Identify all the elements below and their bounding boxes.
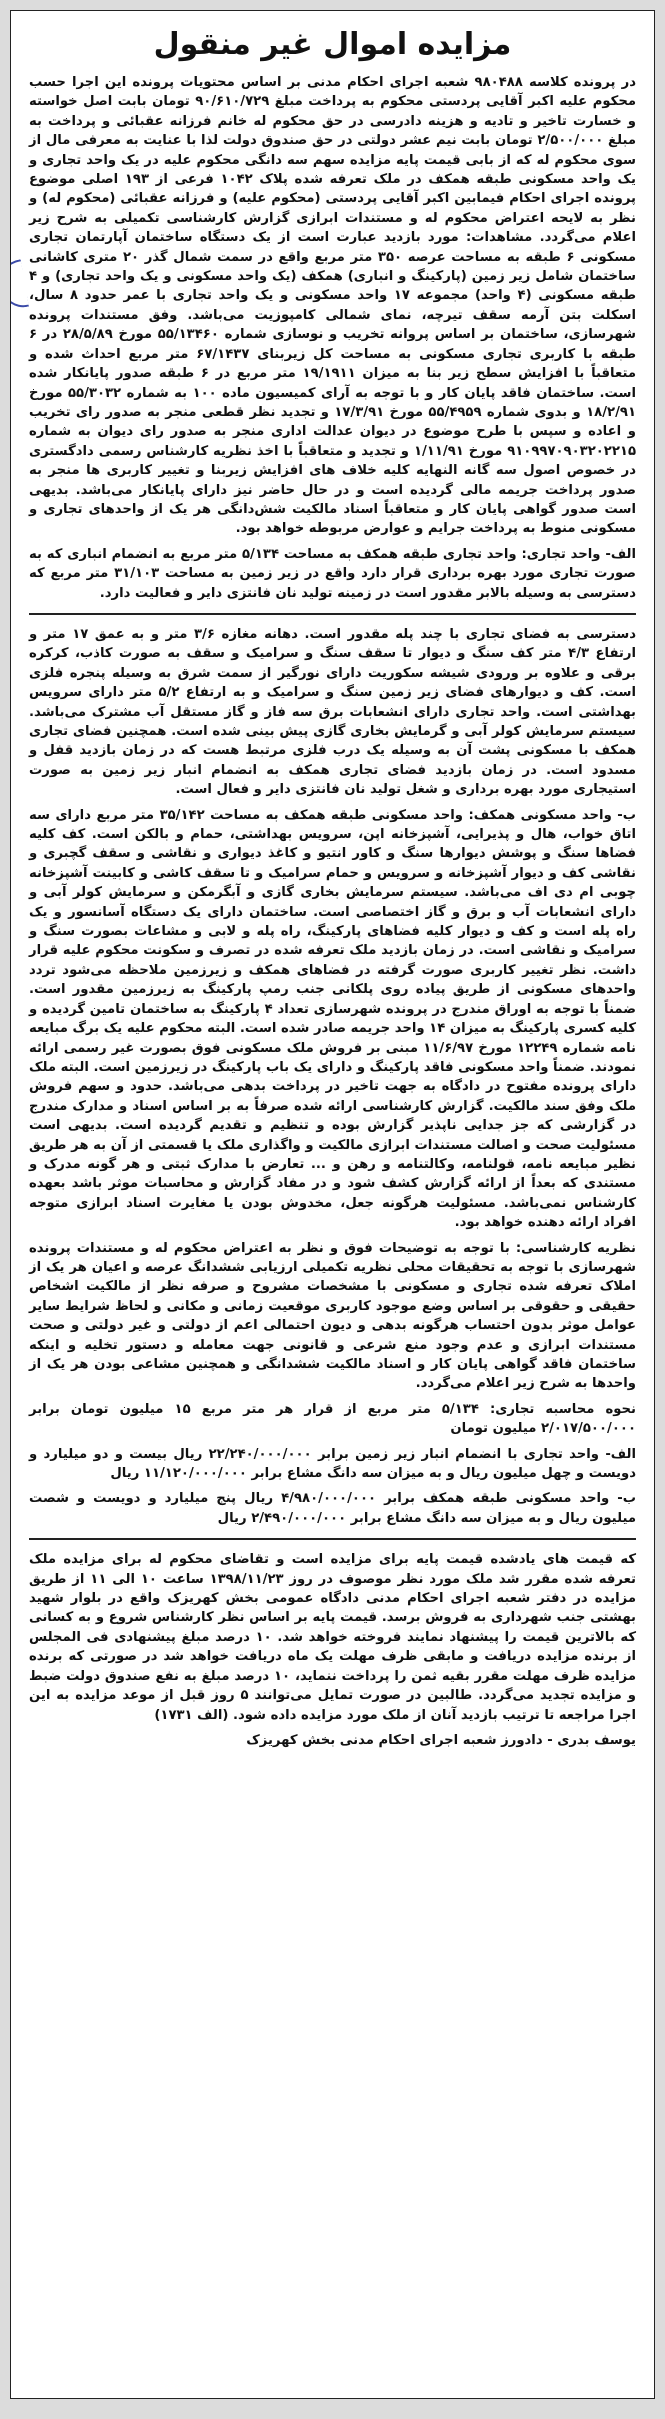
intro-paragraph: در پرونده کلاسه ۹۸۰۴۸۸ شعبه اجرای احکام مدنی بر اساس محتویات پرونده این اجرا حسب محکوم علیه اکبر آقایی پردستی محکوم به پرداخت مبلغ ۹۰/۶۱۰/۷۲۹ تومان بابت اصل خواسته و خسارت تاخیر و تادیه و هزینه دادرسی در حق محکوم له خانم فرزانه عقبائی و پرداخت به مبلغ ۲/۵۰۰/۰۰۰ تومان بابت نیم عشر دولتی در حق صندوق دولت لذا با عنایت به معرفی مال از سوی محکوم له که از بابی قیمت پایه مزایده سهم سه دانگی محکوم علیه در یک واحد تجاری و یک واحد مسکونی طبقه همکف در ملک تعرفه شده پلاک ۱۰۴۲ فرعی از ۱۹۳ اصلی موضوع پرونده اجرای احکام فیمابین اکبر آقایی پردستی (محکوم علیه) و فرزانه عقبائی (محکوم له) و نظر به لایحه اعتراض محکوم له و مستندات ابرازی گزارش کارشناسی تکمیلی به شرح زیر اعلام می‌گردد. مشاهدات: مورد بازدید عبارت است از یک دستگاه ساختمان آپارتمان تجاری مسکونی ۶ طبقه به مساحت عرصه ۳۵۰ متر مربع واقع در سمت شمال گذر ۲۰ متری کاشانی ساختمان شامل زیر زمین (پارکینگ و انباری) همکف (یک واحد مسکونی و یک واحد تجاری) و ۴ طبقه مسکونی (۴ واحد) مجموعه ۱۷ واحد مسکونی و یک واحد تجاری با عمر حدود ۸ سال، اسکلت بتن آرمه سقف تیرچه، نمای شمالی کامپوزیت می‌باشد. وفق مستندات پرونده شهرسازی، ساختمان بر اساس پروانه تخریب و نوسازی شماره ۵۵/۱۳۴۶۰ مورخ ۲۸/۵/۸۹ در ۶ طبقه با کاربری تجاری مسکونی به مساحت کل زیربنای ۶۷/۱۴۳۷ متر مربع احداث شده و متعاقباً با افزایش سطح زیر بنا به میزان ۱۹/۱۹۱۱ متر مربع در ۶ طبقه صدور پایانکار شده است. ساختمان فاقد پایان کار و با توجه به آرای کمیسیون ماده ۱۰۰ به شماره ۵۵/۳۰۳۲ مورخ ۱۸/۲/۹۱ و بدوی شماره ۵۵/۴۹۵۹ مورخ ۱۷/۳/۹۱ و تجدید نظر قطعی منجر به صدور رای تخریب و اعاده و سپس با طرح موضوع در دیوان عدالت اداری منجر به صدور رای دیوان به شماره ۹۱۰۹۹۷۰۹۰۳۲۰۲۲۱۵ مورخ ۱/۱۱/۹۱ و تجدید و متعاقباً با اخذ نظریه کارشناس رسمی دادگستری در خصوص اصول سه گانه النهایه کلیه خلاف های افزایش زیربنا و تغییر کاربری ها منجر به صدور پرداخت جریمه مالی گردیده است و در حال حاضر نیز دارای پایانکار می‌باشد. بدیهی است صدور گواهی پایان کار و متعاقباً اسناد مالکیت شش‌دانگی هر یک از واحدهای تجاری و مسکونی منوط به پرداخت جرایم و عوارض مربوطه خواهد بود. — [29, 75, 637, 537]
divider-2 — [29, 1538, 636, 1540]
calculation-unit-b: ب- واحد مسکونی طبقه همکف برابر ۴/۹۸۰/۰۰۰/۰۰۰ ریال پنج میلیارد و دویست و شصت میلیون ریال و به میزان سه دانگ مشاع برابر ۲/۴۹۰/۰۰۰/۰۰۰ ریال — [29, 1491, 636, 1526]
pen-mark-icon — [10, 259, 29, 310]
closing-paragraph: که قیمت های یادشده قیمت پایه برای مزایده است و تقاضای محکوم له برای مزایده ملک تعرفه شده مقرر شد ملک مورد نظر موصوف در روز ۱۳۹۸/۱۱/۲۳ ساعت ۱۰ الی ۱۱ از طریق مزایده در دفتر شعبه اجرای احکام مدنی دادگاه عمومی بخش کهریزک واقع در بلوار شهید بهشتی جنب شهرداری به فروش برسد. قیمت پایه بر اساس نظر کارشناس شروع و به کسانی که بالاترین قیمت را پیشنهاد نمایند فروخته خواهد شد. ۱۰ درصد مبلغ پیشنهادی فی المجلس از برنده مزایده دریافت و مابقی ظرف مهلت یک ماه دریافت خواهد شد در صورتی که برنده مزایده ظرف مهلت مقرر بقیه ثمن را پرداخت ننماید، ۱۰ درصد مبلغ به نفع صندوق دولت ضبط و مزایده تجدید می‌گردد. طالبین در صورت تمایل می‌توانند ۵ روز قبل از موعد مزایده به این اجرا مراجعه تا ترتیب بازدید آنان از ملک مورد مزایده داده شود. (الف ۱۷۳۱) — [29, 1552, 636, 1723]
unit-b-body: ب- واحد مسکونی همکف: واحد مسکونی طبقه همکف به مساحت ۳۵/۱۴۲ متر مربع دارای سه اتاق خواب، هال و پذیرایی، آشپزخانه اپن، سرویس بهداشتی، حمام و بالکن است. کف کلیه فضاها سنگ و پوشش دیوارها سنگ و کاور انتیو و کاغذ دیواری و نقاشی و سقف گچبری و نقاشی کف و دیوار آشپزخانه و سرویس و حمام سرامیک و تا سقف کاشی و کابینت آشپزخانه چوبی ام دی اف می‌باشد. سیستم سرمایش بخاری گازی و آبگرمکن و سرمایش کولر آبی و دارای انشعابات آب و برق و گاز اختصاصی است. ساختمان دارای یک دستگاه آسانسور و یک راه پله است و کف و دیوار کلیه فضاهای پارکینگ، راه پله و لابی و مشاعات بصورت سنگ و سرامیک و نقاشی است. در زمان بازدید ملک تعرفه شده در تصرف و سکونت محکوم علیه قرار داشت. نظر تغییر کاربری صورت گرفته در فضاهای همکف و زیرزمین ملاحظه می‌شود تردد واحدهای مسکونی از طریق پیاده روی پلکانی جنب رمپ پارکینگ به زیرزمین مقدور است. ضمناً با توجه به اوراق مندرج در پرونده شهرسازی تعداد ۴ پارکینگ به ساختمان تامین گردیده و کلیه کسری پارکینگ به میزان ۱۴ واحد جریمه صادر شده است. البته محکوم علیه یک برگ مبایعه نامه شماره ۱۲۲۴۹ مورخ ۱۱/۶/۹۷ مبنی بر فروش ملک مسکونی فوق بصورت غیر رسمی ارائه نمودند. ضمناً واحد مسکونی فاقد پارکینگ و دارای یک باب پارکینگ در زیرزمین است. البته ملک دارای پرونده مفتوح در دادگاه به جهت تاخیر در پرداخت بدهی می‌باشد. حدود و سهم فروش ملک وفق سند مالکیت. گزارش کارشناسی ارائه شده صرفاً به بر اساس اسناد و مدارک مندرج در گزارشی که جز جدایی ناپذیر گزارش بوده و تنظیم و تقدیم گردیده است. بدیهی است مسئولیت صحت و اصالت مستندات ابرازی مالکیت و واگذاری ملک یا قسمتی از آن به هر طریق نظیر مبایعه نامه، قولنامه، وکالتنامه و رهن و ... تعارض با مدارک ثبتی و هر گونه مدرک و مستندی که بعداً از ارائه گزارش کشف شود و در مفاد گزارش و محاسبات موثر باشد بعهده کارشناس نمی‌باشد. مسئولیت هرگونه جعل، مخدوش بودن یا مغایرت اسناد ابرازی متوجه افراد ارائه دهنده خواهد بود. — [29, 807, 636, 1231]
expert-opinion: نظریه کارشناسی: با توجه به توضیحات فوق و نظر به اعتراض محکوم له و مستندات پرونده شهرسازی با توجه به تحقیقات محلی نظریه تکمیلی ارزیابی ششدانگ عرصه و اعیان هر یک از املاک تعرفه شده تجاری و مسکونی با مشخصات مشروح و صرفه نظر از مالکیت اشخاص حقیقی و حقوقی بر اساس وضع موجود کاربری موقعیت زمانی و مکانی و لحاظ شرایط سایر عوامل موثر بدون احتساب هرگونه بدهی و دیون احتمالی اعم از دولتی و غیر دولتی و صحت مستندات ابرازی و عدم وجود منع شرعی و قانونی جهت معامله و دستور تخلیه و اینکه ساختمان فاقد گواهی پایان کار و اسناد مالکیت ششدانگی و همچنین مشاعی بودن هر یک از واحدها به شرح زیر اعلام می‌گردد. — [29, 1240, 636, 1392]
calculation-title: نحوه محاسبه تجاری: ۵/۱۳۴ متر مربع از قرار هر متر مربع ۱۵ میلیون تومان برابر ۲/۰۱۷/۵۰۰/۰۰۰ میلیون تومان — [29, 1401, 636, 1437]
unit-a-title: الف- واحد تجاری: واحد تجاری طبقه همکف به مساحت ۵/۱۳۴ متر مربع به انضمام انباری که به صورت تجاری مورد بهره برداری قرار دارد واقع در زیر زمین به مساحت ۳۱/۱۰۳ متر مربع که دسترسی به وسیله بالابر مقدور است در زمینه تولید نان فانتزی دایر و فعالیت دارد. — [29, 546, 636, 601]
newspaper-notice — [10, 10, 655, 2399]
unit-a-body: دسترسی به فضای تجاری با چند پله مقدور است. دهانه مغازه ۳/۶ متر و به عمق ۱۷ متر و ارتفاع ۴/۳ متر کف سنگ و دیوار تا سقف سنگ و سرامیک و سقف به صورت کاذب، کرکره برقی و علاوه بر ورودی شیشه سکوریت دارای نورگیر از سمت شرق به وسیله پنجره فلزی است. کف و دیوارهای فضای زیر زمین سنگ و سرامیک و به ارتفاع ۵/۲ متر دارای سرویس بهداشتی است. واحد تجاری دارای انشعابات برق سه فاز و گاز مستقل آب مشترک می‌باشد. سیستم سرمایش کولر آبی و گرمایش بخاری گازی پیش بینی شده است. همچنین فضای تجاری همکف با مسکونی پشت آن به وسیله یک درب فلزی مرتبط هست که در زمان بازدید قفل و مسدود است. در زمان بازدید فضای تجاری همکف به انضمام انبار زیر زمین به صورت استیجاری مورد بهره برداری و شغل تولید نان فانتزی دایر و فعال است. — [29, 626, 637, 798]
notice-title: مزایده اموال غیر منقول — [153, 27, 512, 62]
calculation-unit-a: الف- واحد تجاری با انضمام انبار زیر زمین برابر ۲۲/۲۴۰/۰۰۰/۰۰۰ ریال بیست و دو میلیارد و دویست و چهل میلیون ریال و به میزان سه دانگ مشاع برابر ۱۱/۱۲۰/۰۰۰/۰۰۰ ریال — [29, 1446, 636, 1482]
signature: یوسف بدری - دادورز شعبه اجرای احکام مدنی بخش کهریزک — [246, 1732, 636, 1748]
divider — [29, 613, 636, 615]
